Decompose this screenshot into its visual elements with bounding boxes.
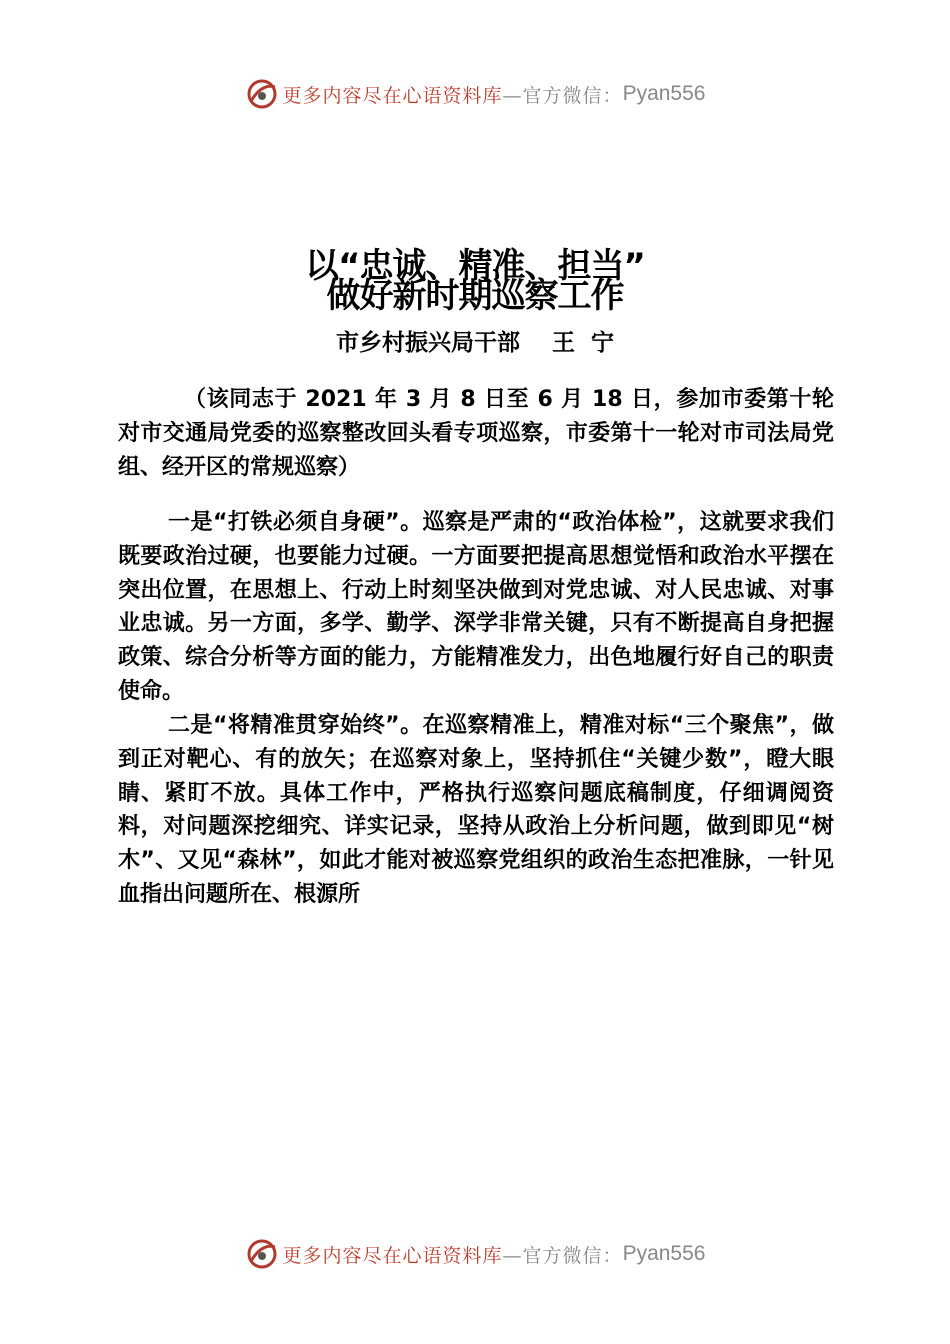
watermark-sub: —官方微信：: [502, 1244, 623, 1267]
author-byline: 市乡村振兴局干部 王 宁: [335, 330, 615, 356]
document-title-line2: 做好新时期巡察工作: [326, 276, 624, 316]
paragraph-1: 一是“打铁必须自身硬”。巡察是严肃的“政治体检”，这就要求我们既要政治过硬，也要能力过硬。一方面要把提高思想觉悟和政治水平摆在突出位置，在思想上、行动上时刻坚决做到对党忠诚、对人民忠诚、对事业忠诚。另一方面，多学、勤学、深学非常关键，只有不断提高自身把握政策、综合分析等方面的能力，方能精准发力，出色地履行好自己的职责使命。: [118, 510, 834, 704]
watermark-sub: —官方微信：: [502, 84, 623, 107]
header-watermark: [0, 74, 950, 114]
footer-watermark: [0, 1234, 950, 1274]
watermark-id: Pyan556: [622, 1242, 706, 1265]
logo-icon: [245, 1237, 279, 1271]
paragraph-2: 二是“将精准贯穿始终”。在巡察精准上，精准对标“三个聚焦”，做到正对靶心、有的放矢；在巡察对象上，坚持抓住“关键少数”，瞪大眼睛、紧盯不放。具体工作中，严格执行巡察问题底稿制度，仔细调阅资料，对问题深挖细究、详实记录，坚持从政治上分析问题，做到即见“树木”、又见“森林”，如此才能对被巡察党组织的政治生态把准脉，一针见血指出问题所在、根源所: [118, 713, 834, 907]
author-note: （该同志于 2021 年 3 月 8 日至 6 月 18 日，参加市委第十轮对市交通局党委的巡察整改回头看专项巡察，市委第十一轮对市司法局党组、经开区的常规巡察）: [118, 387, 834, 480]
watermark-text: 更多内容尽在心语资料库: [282, 84, 503, 107]
watermark-text: 更多内容尽在心语资料库: [282, 1244, 503, 1267]
logo-icon: [245, 77, 279, 111]
watermark-id: Pyan556: [622, 82, 706, 105]
document-title-line1: 以“忠诚、精准、担当”: [305, 246, 645, 286]
